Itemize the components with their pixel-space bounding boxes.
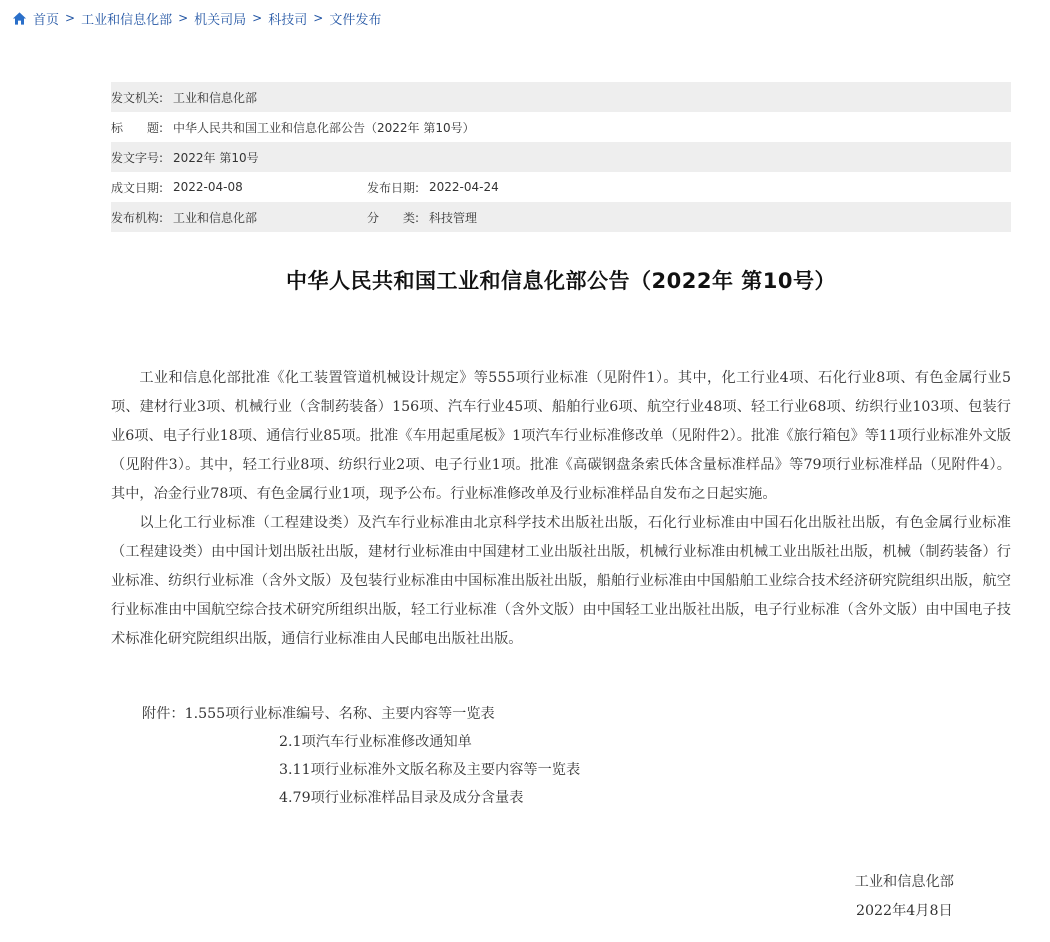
title-label: 标 题: [111, 120, 164, 135]
signature-org: 工业和信息化部 [854, 874, 954, 890]
category-label: 分 类: [367, 210, 420, 225]
created-label: 成文日期: [111, 180, 164, 195]
docno-label: 发文字号: [111, 150, 164, 165]
org-label: 发布机构: [111, 210, 164, 225]
document-title: 中华人民共和国工业和信息化部公告（2022年 第10号） [286, 269, 836, 293]
body-paragraph: 工业和信息化部批准《化工装置管道机械设计规定》等555项行业标准（见附件1）。其中，化工行业4项、石化行业8项、有色金属行业5项、建材行业3项、机械行业（含制药装备）156项、汽车行业45项、船舶行业6项、航空行业48项、轻工行业68项、纺织行业103项、包装行业6项、电子行业18项、通信行业85项。批准《车用起重尾板》1项汽车行业标准修改单（见附件2）。批准《旅行箱包》等11项行业标准外文版（见附件3）。其中，轻工行业8项、纺织行业2项、电子行业1项。批准《高碳钢盘条索氏体含量标准样品》等79项行业标准样品（见附件4）。其中，冶金行业78项、有色金属行业1项，现予公布。行业标准修改单及行业标准样品自发布之日起实施。 [111, 370, 1011, 502]
signature-block [855, 868, 954, 926]
created-date-cell [111, 179, 367, 196]
meta-row-title [111, 112, 1011, 142]
published-value: 2022-04-24 [429, 180, 499, 194]
created-value: 2022-04-08 [173, 180, 243, 194]
breadcrumb-ministry[interactable]: 工业和信息化部 [81, 12, 173, 28]
breadcrumb-separator: > [252, 11, 263, 25]
breadcrumb-home[interactable]: 首页 [33, 12, 60, 28]
breadcrumb-separator: > [65, 11, 76, 25]
category-value: 科技管理 [429, 210, 478, 225]
meta-row-dates [111, 172, 1011, 202]
issuer-value: 工业和信息化部 [173, 90, 258, 105]
document-body [111, 364, 1011, 654]
attachment-item[interactable]: 附件：1.555项行业标准编号、名称、主要内容等一览表 [142, 706, 495, 722]
attachment-item[interactable]: 3.11项行业标准外文版名称及主要内容等一览表 [279, 762, 581, 778]
meta-row-org [111, 202, 1011, 232]
attachments-list [142, 700, 580, 812]
breadcrumb-separator: > [178, 11, 189, 25]
home-icon[interactable] [12, 11, 27, 26]
signature-date: 2022年4月8日 [855, 903, 953, 919]
org-cell [111, 209, 367, 226]
attachment-item[interactable]: 4.79项行业标准样品目录及成分含量表 [279, 790, 524, 806]
published-label: 发布日期: [367, 180, 420, 195]
document-metadata-table [111, 82, 1011, 232]
issuer-label: 发文机关: [111, 90, 164, 105]
org-value: 工业和信息化部 [173, 210, 258, 225]
body-paragraph: 以上化工行业标准（工程建设类）及汽车行业标准由北京科学技术出版社出版，石化行业标准由中国石化出版社出版，有色金属行业标准（工程建设类）由中国计划出版社出版，建材行业标准由中国建材工业出版社出版，机械行业标准由机械工业出版社出版，机械（制药装备）行业标准、纺织行业标准（含外文版）及包装行业标准由中国标准出版社出版，船舶行业标准由中国船舶工业综合技术经济研究院组织出版，航空行业标准由中国航空综合技术研究所组织出版，轻工行业标准（含外文版）由中国轻工业出版社出版，电子行业标准（含外文版）由中国电子技术标准化研究院组织出版，通信行业标准由人民邮电出版社出版。 [111, 515, 1011, 647]
attachment-item[interactable]: 2.1项汽车行业标准修改通知单 [279, 734, 472, 750]
published-date-cell [367, 179, 499, 196]
docno-value: 2022年 第10号 [173, 150, 259, 165]
category-cell [367, 209, 477, 226]
breadcrumb-doc-release[interactable]: 文件发布 [329, 12, 382, 28]
meta-row-docno [111, 142, 1011, 172]
breadcrumb-departments[interactable]: 机关司局 [194, 12, 247, 28]
title-value: 中华人民共和国工业和信息化部公告（2022年 第10号） [173, 120, 475, 135]
breadcrumb-tech-dept[interactable]: 科技司 [268, 12, 308, 28]
meta-row-issuer [111, 82, 1011, 112]
breadcrumb-separator: > [313, 11, 324, 25]
breadcrumb [12, 8, 381, 28]
